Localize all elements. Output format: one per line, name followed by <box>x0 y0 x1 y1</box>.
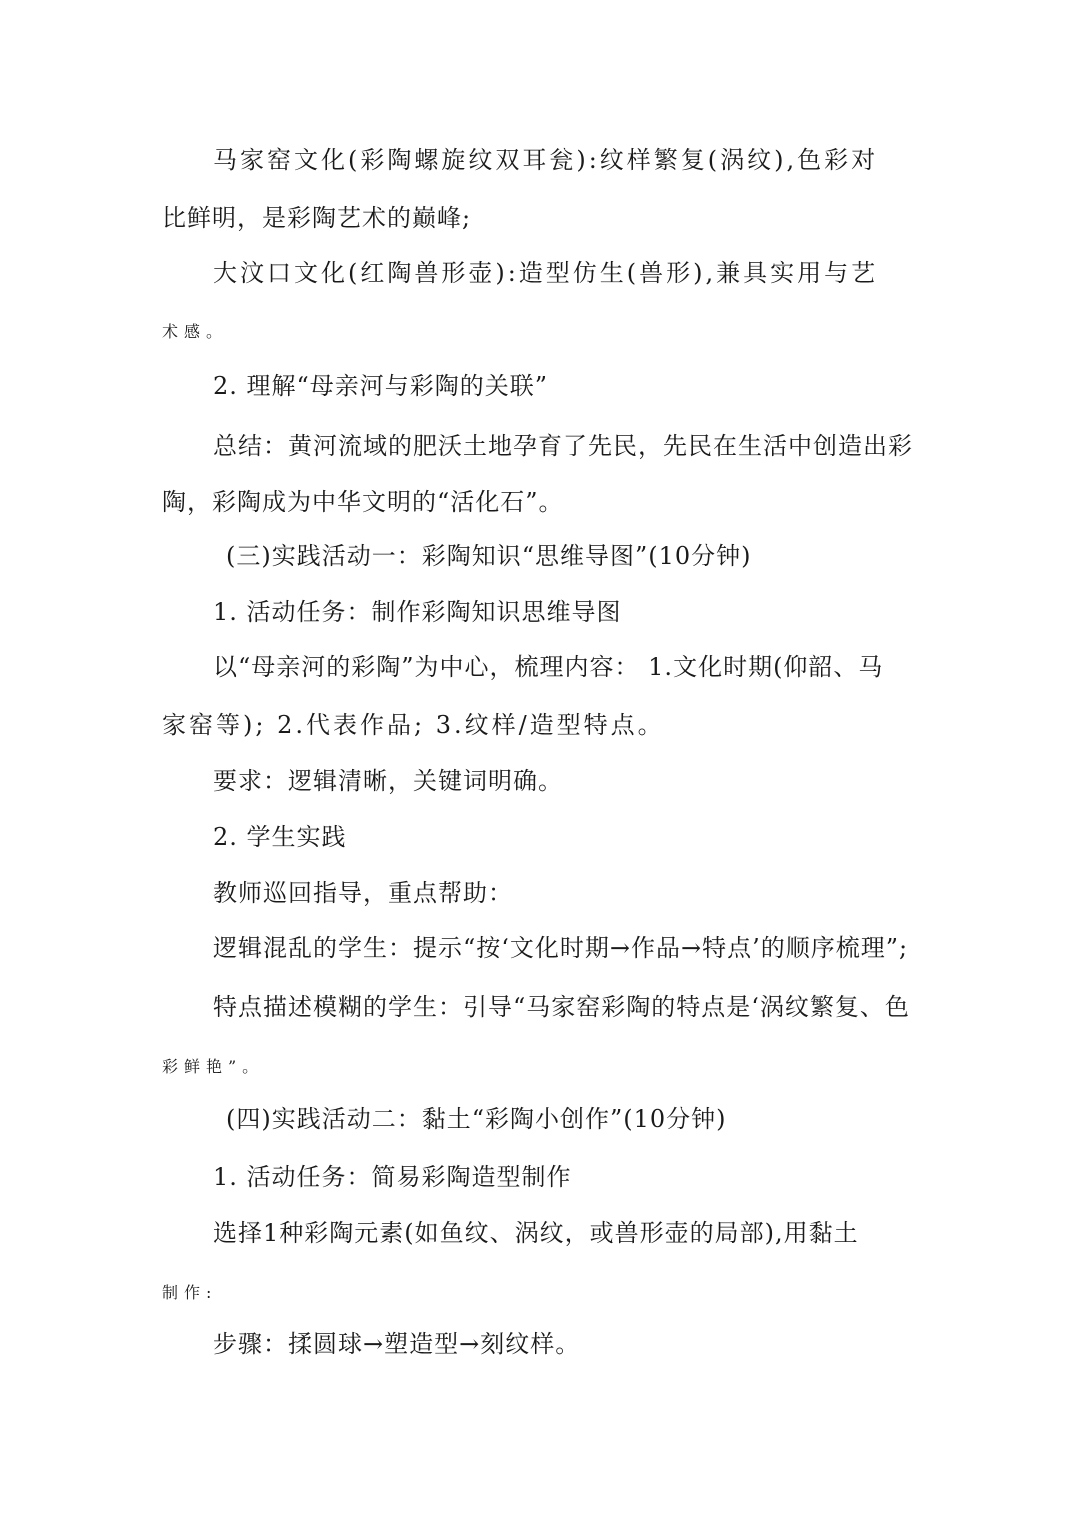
section-heading: (四)实践活动二：黏土“彩陶小创作”(10分钟) <box>226 1105 727 1133</box>
paragraph-line: 选择1种彩陶元素(如鱼纹、涡纹，或兽形壶的局部),用黏土 <box>213 1219 859 1247</box>
paragraph-line: 步骤：揉圆球→塑造型→刻纹样。 <box>213 1330 581 1358</box>
section-heading: (三)实践活动一：彩陶知识“思维导图”(10分钟) <box>226 542 752 570</box>
paragraph-line: 教师巡回指导，重点帮助： <box>213 879 513 907</box>
paragraph-line: 比鲜明，是彩陶艺术的巅峰; <box>162 204 472 232</box>
section-heading: 2. 学生实践 <box>213 823 347 851</box>
paragraph-line: 马家窑文化(彩陶螺旋纹双耳瓮):纹样繁复(涡纹),色彩对 <box>213 146 879 174</box>
paragraph-line: 要求：逻辑清晰，关键词明确。 <box>213 767 563 795</box>
paragraph-line: 特点描述模糊的学生：引导“马家窑彩陶的特点是‘涡纹繁复、色 <box>213 993 910 1021</box>
paragraph-line: 制作: <box>162 1283 218 1302</box>
paragraph-line: 彩鲜艳”。 <box>162 1057 265 1076</box>
paragraph-line: 陶，彩陶成为中华文明的“活化石”。 <box>162 488 564 516</box>
paragraph-line: 逻辑混乱的学生：提示“按‘文化时期→作品→特点’的顺序梳理”; <box>213 934 909 962</box>
paragraph-line: 总结：黄河流域的肥沃土地孕育了先民，先民在生活中创造出彩 <box>213 432 913 460</box>
section-heading: 2. 理解“母亲河与彩陶的关联” <box>213 372 549 400</box>
paragraph-line: 术感。 <box>162 322 229 341</box>
paragraph-line: 以“母亲河的彩陶”为中心，梳理内容： 1.文化时期(仰韶、马 <box>213 653 884 681</box>
paragraph-line: 大汶口文化(红陶兽形壶):造型仿生(兽形),兼具实用与艺 <box>213 259 879 287</box>
section-heading: 1. 活动任务：简易彩陶造型制作 <box>213 1163 572 1191</box>
section-heading: 1. 活动任务：制作彩陶知识思维导图 <box>213 598 622 626</box>
paragraph-line: 家窑等); 2.代表作品; 3.纹样/造型特点。 <box>162 711 665 739</box>
